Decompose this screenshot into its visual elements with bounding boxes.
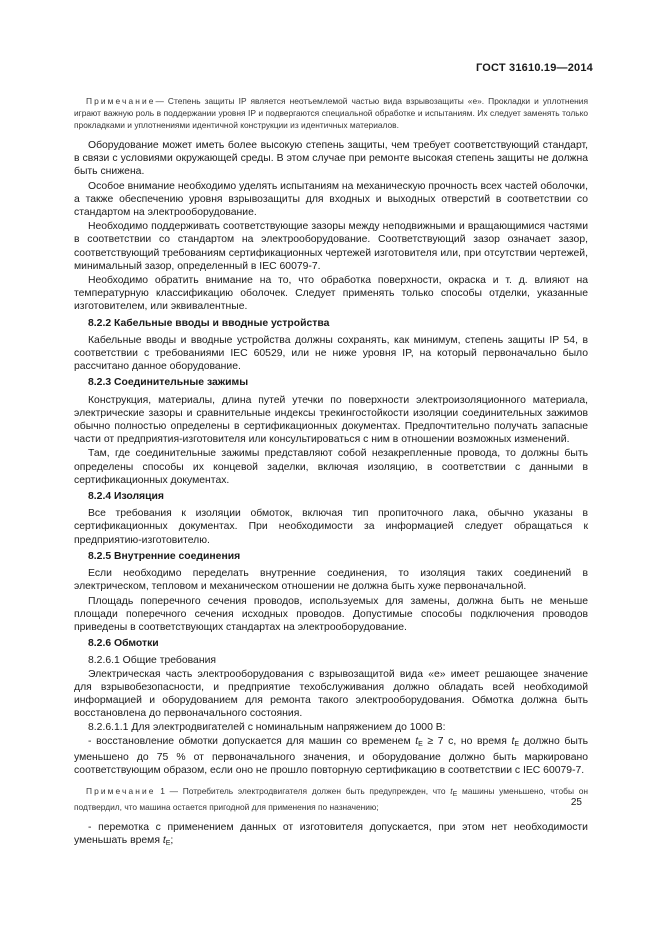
page-content <box>74 95 588 851</box>
section-heading-8-2-5: 8.2.5 Внутренние соединения <box>88 550 241 562</box>
paragraph: Если необходимо переделать внутренние соединения, то изоляция таких соединений в электрическом, тепловом и механическом отношении не должна быть хуже первоначальной. <box>74 568 588 593</box>
section-heading-8-2-4: 8.2.4 Изоляция <box>88 491 164 503</box>
subsection-heading-8-2-6-1-1: 8.2.6.1.1 Для электродвигателей с номинальным напряжением до 1000 В: <box>88 722 446 734</box>
note-label: Примечание <box>86 786 156 797</box>
paragraph: Оборудование может иметь более высокую степень защиты, чем требует соответствующий стандарт, в связи с условиями окружающей среды. В этом случае при ремонте высокая степень защиты не должна быть снижена. <box>74 140 588 178</box>
paragraph: Все требования к изоляции обмоток, включая тип пропиточного лака, обычно указаны в сертификационных документах. При необходимости за информацией следует обращаться к предприятию-изготовителю. <box>74 508 588 546</box>
section-heading-8-2-6: 8.2.6 Обмотки <box>88 638 159 650</box>
paragraph: Конструкция, материалы, длина путей утечки по поверхности электроизоляционного материала, электрические зазоры и сравнительные индексы трекингостойкости изоляции соединительных зажимов обычно полностью определены в сертификационных документах. Предпочтительно получать запасные части от предприятия-изготовителя или консультироваться с ним в отношении возможных изменений. <box>74 394 588 446</box>
page-number: 25 <box>570 797 582 808</box>
subsection-heading-8-2-6-1: 8.2.6.1 Общие требования <box>88 655 216 667</box>
document-header: ГОСТ 31610.19—2014 <box>475 62 593 74</box>
bullet-rewinding: - восстановление обмотки допускается для машин со временем $t_E \ge 7$ с, но время $t_E$ должно быть уменьшено до 75 % от первоначального значения, и оборудование должно быть маркировано соответствующим образом, если оно не прошло повторную сертификацию в соответствии с IEC 60079-7. <box>74 735 589 776</box>
bullet-manufacturer-data: - перемотка с применением данных от изготовителя допускается, при этом нет необходимости уменьшать время $t_E$; <box>74 822 588 848</box>
section-heading-8-2-3: 8.2.3 Соединительные зажимы <box>88 377 249 389</box>
paragraph: Особое внимание необходимо уделять испытаниям на механическую прочность всех частей оболочки, а также обеспечению уровня взрывозащиты для входных и выходных отверстий в соответствии со стандартом на электрооборудование. <box>74 180 588 219</box>
paragraph: Электрическая часть электрооборудования с взрывозащитой вида «е» имеет решающее значение для взрывобезопасности, и предприятие техобслуживания должно обладать всей необходимой информацией и оборудованием для ремонта такого электрооборудования. Обмотка должна быть восстановлена до первоначального состояния. <box>74 668 588 720</box>
section-heading-8-2-2: 8.2.2 Кабельные вводы и вводные устройства <box>88 317 330 329</box>
paragraph: Необходимо поддерживать соответствующие зазоры между неподвижными и вращающимися частями в соответствии со стандартом на электрооборудование. Соответствующий зазор означает зазор, соответствующий требованиям сертификационных чертежей изготовителя или, при отсутствии чертежей, минимальный зазор, определенный в IEC 60079-7. <box>74 221 588 272</box>
paragraph: Необходимо обратить внимание на то, что обработка поверхности, окраска и т. д. влияют на температурную классификацию оболочек. Следует применять только способы отделки, указанные изготовителем, или эквивалентные. <box>74 275 588 313</box>
paragraph: Там, где соединительные зажимы представляют собой незакрепленные провода, то должны быть определены способы их концевой заделки, включая изоляцию, в соответствии с данными в сертификационных документах. <box>74 448 588 486</box>
paragraph: Кабельные вводы и вводные устройства должны сохранять, как минимум, степень защиты IP 54, в соответствии с требованиями IEC 60529, или не ниже уровня IP, на который первоначально было рассчитано данное оборудование. <box>74 334 588 373</box>
note-motor-user: Примечание 1 — Потребитель электродвигателя должен быть предупрежден, что $t_E$ машины уменьшено, чтобы он подтвердил, что машина остается пригодной для применения по назначению; <box>74 786 588 813</box>
paragraph: Площадь поперечного сечения проводов, используемых для замены, должна быть не меньше площади поперечного сечения исходных проводов. Допустимые способы подключения проводов приведены в соответствующих стандартах на электрооборудование. <box>74 595 588 633</box>
note-label: Примечание <box>86 96 156 106</box>
note-text: — Степень защиты IP является неотъемлемой частью вида взрывозащиты «е». Прокладки и уплотнения играют важную роль в поддержании уровня IP и подвергаются специальной обработке и испытаниям. Их следует заменять только прокладками и уплотнениями идентичной конструкции из идентичных материалов. <box>74 96 588 130</box>
note-ip-protection <box>74 95 588 131</box>
